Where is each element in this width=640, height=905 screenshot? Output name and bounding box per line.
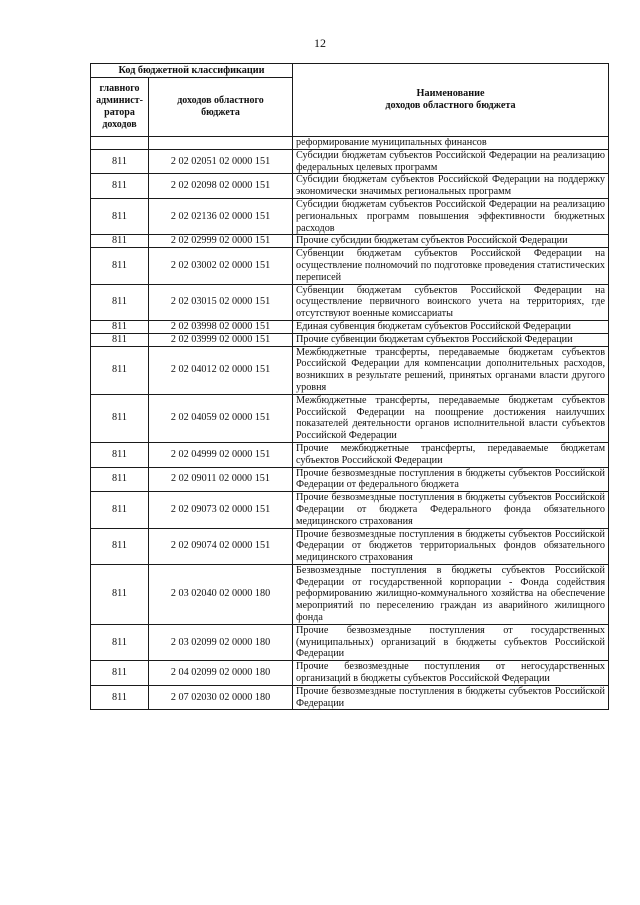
- table-row: [91, 564, 609, 624]
- table-row: [91, 492, 609, 528]
- income-name-cell: Субвенции бюджетам субъектов Российской Федерации на осуществление первичного воинского учета на территориях, где отсутствуют военные комиссариаты: [293, 284, 609, 320]
- admin-code-cell: 811: [91, 685, 149, 710]
- income-code-cell: 2 02 09074 02 0000 151: [149, 528, 293, 564]
- income-name-cell: Прочие безвозмездные поступления от государственных (муниципальных) организаций в бюджеты субъектов Российской Федерации: [293, 624, 609, 660]
- admin-code-cell: 811: [91, 467, 149, 492]
- header-chief-administrator: [91, 78, 149, 137]
- table-row: [91, 248, 609, 284]
- income-code-cell: 2 02 02051 02 0000 151: [149, 149, 293, 174]
- income-code-cell: 2 02 03002 02 0000 151: [149, 248, 293, 284]
- table-row: [91, 284, 609, 320]
- continuation-name-cell: реформирование муниципальных финансов: [293, 137, 609, 150]
- admin-code-cell: 811: [91, 624, 149, 660]
- table-row: [91, 320, 609, 333]
- budget-classification-table: [90, 63, 609, 710]
- admin-code-cell: 811: [91, 149, 149, 174]
- admin-code-cell: 811: [91, 346, 149, 394]
- header-admin-line-1: главного: [99, 83, 140, 94]
- income-name-cell: Единая субвенция бюджетам субъектов Российской Федерации: [293, 320, 609, 333]
- header-regional-budget-income-code: [149, 78, 293, 137]
- income-name-cell: Субвенции бюджетам субъектов Российской Федерации на осуществление полномочий по подготовке проведения статистических переписей: [293, 248, 609, 284]
- income-code-cell: 2 07 02030 02 0000 180: [149, 685, 293, 710]
- income-code-cell: 2 02 03999 02 0000 151: [149, 333, 293, 346]
- table-row: [91, 661, 609, 686]
- header-admin-line-3: ратора: [104, 107, 135, 118]
- header-budget-classification-code: Код бюджетной классификации: [91, 64, 293, 78]
- income-name-cell: Прочие безвозмездные поступления в бюджеты субъектов Российской Федерации от федерального бюджета: [293, 467, 609, 492]
- admin-code-cell: 811: [91, 661, 149, 686]
- income-code-cell: 2 02 09073 02 0000 151: [149, 492, 293, 528]
- header-income-name: [293, 64, 609, 137]
- budget-classification-table-container: [90, 63, 608, 710]
- header-row-group: [91, 64, 609, 78]
- page-number: 12: [314, 36, 326, 50]
- income-code-cell: 2 02 02136 02 0000 151: [149, 198, 293, 234]
- table-row: [91, 198, 609, 234]
- header-code-line-1: доходов областного: [177, 95, 264, 106]
- admin-code-cell: 811: [91, 284, 149, 320]
- table-row: [91, 174, 609, 199]
- income-code-cell: 2 03 02040 02 0000 180: [149, 564, 293, 624]
- table-row: [91, 685, 609, 710]
- income-name-cell: Межбюджетные трансферты, передаваемые бюджетам субъектов Российской Федерации на поощрение достижения наилучших показателей деятельности органов исполнительной власти субъектов Российской Федерации: [293, 394, 609, 442]
- admin-code-cell: 811: [91, 492, 149, 528]
- income-name-cell: Прочие межбюджетные трансферты, передаваемые бюджетам субъектов Российской Федерации: [293, 442, 609, 467]
- income-name-cell: Прочие субвенции бюджетам субъектов Российской Федерации: [293, 333, 609, 346]
- continuation-row: [91, 137, 609, 150]
- income-name-cell: Безвозмездные поступления в бюджеты субъектов Российской Федерации от государственной корпорации - Фонда содействия реформированию жилищно-коммунального хозяйства на обеспечение мероприятий по переселению граждан из аварийного жилищного фонда: [293, 564, 609, 624]
- income-code-cell: 2 02 02999 02 0000 151: [149, 235, 293, 248]
- admin-code-cell: 811: [91, 442, 149, 467]
- income-name-cell: Прочие безвозмездные поступления от негосударственных организаций в бюджеты субъектов Российской Федерации: [293, 661, 609, 686]
- income-name-cell: Субсидии бюджетам субъектов Российской Федерации на реализацию федеральных целевых программ: [293, 149, 609, 174]
- income-name-cell: Субсидии бюджетам субъектов Российской Федерации на поддержку экономически значимых региональных программ: [293, 174, 609, 199]
- income-name-cell: Прочие безвозмездные поступления в бюджеты субъектов Российской Федерации от бюджета Федерального фонда обязательного медицинского страхования: [293, 492, 609, 528]
- table-row: [91, 235, 609, 248]
- header-income-name-line-1: Наименование: [416, 88, 485, 100]
- table-row: [91, 346, 609, 394]
- admin-code-cell: 811: [91, 235, 149, 248]
- table-row: [91, 394, 609, 442]
- income-code-cell: 2 02 03015 02 0000 151: [149, 284, 293, 320]
- admin-code-cell: 811: [91, 333, 149, 346]
- table-body: [91, 137, 609, 710]
- income-name-cell: Прочие безвозмездные поступления в бюджеты субъектов Российской Федерации от бюджетов территориальных фондов обязательного медицинского страхования: [293, 528, 609, 564]
- header-admin-line-4: доходов: [102, 119, 137, 130]
- table-row: [91, 442, 609, 467]
- continuation-code-cell: [149, 137, 293, 150]
- table-row: [91, 624, 609, 660]
- table-row: [91, 528, 609, 564]
- header-code-line-2: бюджета: [201, 107, 240, 118]
- income-code-cell: 2 02 09011 02 0000 151: [149, 467, 293, 492]
- header-admin-line-2: админист-: [96, 95, 143, 106]
- admin-code-cell: 811: [91, 174, 149, 199]
- continuation-admin-cell: [91, 137, 149, 150]
- table-row: [91, 467, 609, 492]
- income-name-cell: Прочие субсидии бюджетам субъектов Российской Федерации: [293, 235, 609, 248]
- admin-code-cell: 811: [91, 320, 149, 333]
- table-row: [91, 333, 609, 346]
- income-name-cell: Межбюджетные трансферты, передаваемые бюджетам субъектов Российской Федерации для компенсации дополнительных расходов, возникших в результате решений, принятых органами власти другого уровня: [293, 346, 609, 394]
- income-code-cell: 2 02 02098 02 0000 151: [149, 174, 293, 199]
- income-name-cell: Прочие безвозмездные поступления в бюджеты субъектов Российской Федерации: [293, 685, 609, 710]
- income-code-cell: 2 02 04012 02 0000 151: [149, 346, 293, 394]
- income-code-cell: 2 02 04999 02 0000 151: [149, 442, 293, 467]
- table-header: [91, 64, 609, 137]
- income-code-cell: 2 03 02099 02 0000 180: [149, 624, 293, 660]
- income-name-cell: Субсидии бюджетам субъектов Российской Федерации на реализацию региональных программ повышения эффективности бюджетных расходов: [293, 198, 609, 234]
- income-code-cell: 2 02 03998 02 0000 151: [149, 320, 293, 333]
- admin-code-cell: 811: [91, 564, 149, 624]
- admin-code-cell: 811: [91, 198, 149, 234]
- admin-code-cell: 811: [91, 248, 149, 284]
- header-income-name-line-2: доходов областного бюджета: [385, 100, 516, 111]
- table-row: [91, 149, 609, 174]
- admin-code-cell: 811: [91, 528, 149, 564]
- income-code-cell: 2 02 04059 02 0000 151: [149, 394, 293, 442]
- income-code-cell: 2 04 02099 02 0000 180: [149, 661, 293, 686]
- admin-code-cell: 811: [91, 394, 149, 442]
